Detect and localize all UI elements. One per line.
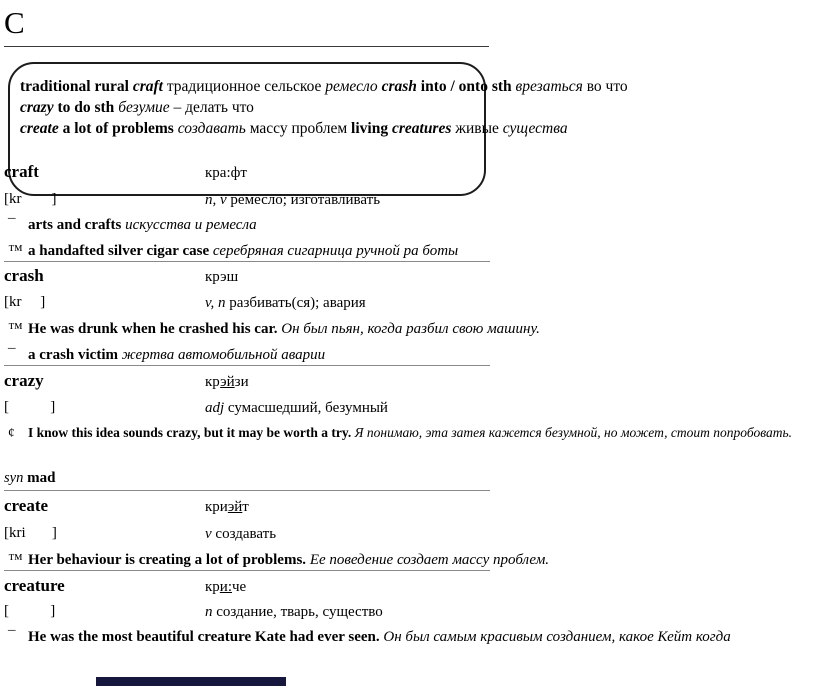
pron-part: крэш: [205, 269, 239, 285]
synonym-label: syn: [4, 470, 24, 486]
pron-underlined: эй: [227, 499, 243, 515]
example-russian: Он был самым красивым созданием, какое Кейт когда: [383, 629, 731, 645]
entry-transcription-row: [4, 601, 383, 621]
example-line: [8, 626, 780, 648]
callout-segment: врезаться: [515, 78, 587, 95]
bottom-bar: [96, 677, 286, 686]
entry-headword-row: [4, 266, 239, 287]
callout-line-3: [20, 118, 810, 139]
example-line: [8, 549, 800, 571]
example-russian: Я понимаю, эта затея кажется безумной, но может, стоит попробовать.: [354, 425, 792, 440]
meaning: ремесло; изготавливать: [230, 192, 381, 208]
meaning: создание, тварь, существо: [216, 604, 383, 620]
entry-headword-row: [4, 162, 247, 183]
transcription: [ ]: [4, 603, 56, 619]
pron-part: кр: [205, 374, 221, 390]
entry-separator: [4, 365, 490, 366]
headword: crash: [4, 266, 44, 285]
callout-segment: существа: [502, 120, 568, 137]
pron-part: кри: [205, 499, 228, 515]
callout-segment: create: [20, 120, 63, 137]
pron-part: кр: [205, 579, 220, 595]
definition: [205, 190, 380, 210]
example-russian: Ее поведение создает массу проблем.: [309, 552, 550, 568]
pron-underlined: эй: [220, 374, 235, 390]
pronunciation: [205, 267, 238, 287]
example-english: Her behaviour is creating a lot of problems.: [28, 552, 307, 568]
entry-headword-row: [4, 576, 247, 597]
example-english: arts and crafts: [28, 217, 122, 233]
section-rule: [4, 46, 489, 47]
meaning: сумасшедший, безумный: [227, 400, 388, 416]
example-english: He was the most beautiful creature Kate had ever seen.: [28, 629, 380, 645]
entry-separator: [4, 261, 490, 262]
callout-segment: to do sth: [57, 99, 119, 116]
callout-segment: массу проблем: [249, 120, 352, 137]
callout-segment: into / onto sth: [420, 78, 516, 95]
example-line: [8, 344, 800, 366]
definition: [205, 524, 276, 544]
example-english: He was drunk when he crashed his car.: [28, 321, 278, 337]
callout-segment: безумие: [118, 99, 170, 116]
example-bullet: ™: [8, 243, 23, 259]
meaning: разбивать(ся); авария: [229, 295, 366, 311]
example-bullet: ™: [8, 321, 23, 337]
example-english: I know this idea sounds crazy, but it may be worth a try.: [28, 425, 352, 440]
part-of-speech: v, n: [205, 295, 226, 311]
definition: [205, 398, 388, 418]
example-bullet: ¯: [8, 629, 16, 645]
pron-part: т: [242, 499, 249, 515]
callout-segment: традиционное сельское: [166, 78, 326, 95]
pronunciation: [205, 163, 247, 183]
example-bullet: ¯: [8, 217, 16, 233]
callout-segment: ремесло: [325, 78, 382, 95]
callout-segment: во что: [586, 78, 628, 95]
pron-part: кра:фт: [205, 165, 247, 181]
definition: [205, 602, 383, 622]
section-letter: C: [4, 5, 25, 40]
entry-headword-row: [4, 496, 249, 517]
entry-separator: [4, 490, 490, 491]
example-russian: искусства и ремесла: [125, 217, 257, 233]
meaning: создавать: [215, 526, 277, 542]
example-line: [8, 214, 800, 236]
example-bullet: ¢: [8, 425, 15, 440]
callout-segment: creatures: [391, 120, 456, 137]
example-line: [8, 318, 800, 340]
headword: craft: [4, 162, 39, 181]
entry-headword-row: [4, 371, 249, 392]
headword: crazy: [4, 371, 44, 390]
callout-segment: a lot of problems: [62, 120, 178, 137]
transcription: [ ]: [4, 399, 56, 415]
callout-segment: – делать что: [169, 99, 254, 116]
example-russian: Он был пьян, когда разбил свою машину.: [281, 321, 540, 337]
callout-segment: living: [351, 120, 392, 137]
callout-line-1: [20, 76, 810, 97]
definition: [205, 293, 366, 313]
pronunciation: [205, 372, 249, 392]
callout-segment: создавать: [177, 120, 250, 137]
pronunciation: [205, 577, 246, 597]
example-bullet: ¯: [8, 347, 16, 363]
example-russian: жертва автомобильной аварии: [121, 347, 326, 363]
callout-segment: crash: [381, 78, 421, 95]
headword: create: [4, 496, 49, 515]
callout-segment: живые: [455, 120, 503, 137]
part-of-speech: n: [205, 604, 213, 620]
synonym-word: mad: [27, 470, 56, 486]
example-line: [8, 240, 800, 262]
entry-transcription-row: [4, 397, 388, 417]
transcription: [kri ]: [4, 525, 57, 541]
part-of-speech: v: [205, 526, 212, 542]
synonym-row: [4, 468, 55, 488]
example-bullet: ™: [8, 552, 23, 568]
headword: creature: [4, 576, 65, 595]
entry-separator: [4, 570, 490, 571]
example-english: a handafted silver cigar case: [28, 243, 210, 259]
entry-transcription-row: [4, 189, 381, 209]
entry-transcription-row: [4, 292, 366, 312]
callout-segment: traditional rural: [20, 78, 133, 95]
callout-text: [20, 76, 810, 139]
pron-underlined: и:: [219, 579, 232, 595]
part-of-speech: n, v: [205, 192, 227, 208]
callout-segment: crazy: [20, 99, 58, 116]
pron-part: зи: [234, 374, 249, 390]
pron-part: че: [232, 579, 247, 595]
pronunciation: [205, 497, 249, 517]
example-english: a crash victim: [28, 347, 118, 363]
callout-line-2: [20, 97, 810, 118]
transcription: [kr ]: [4, 294, 46, 310]
example-russian: серебряная сигарница ручной ра боты: [212, 243, 459, 259]
part-of-speech: adj: [205, 400, 225, 416]
callout-segment: craft: [132, 78, 167, 95]
transcription: [kr ]: [4, 191, 57, 207]
example-line: [8, 422, 800, 443]
entry-transcription-row: [4, 523, 277, 543]
